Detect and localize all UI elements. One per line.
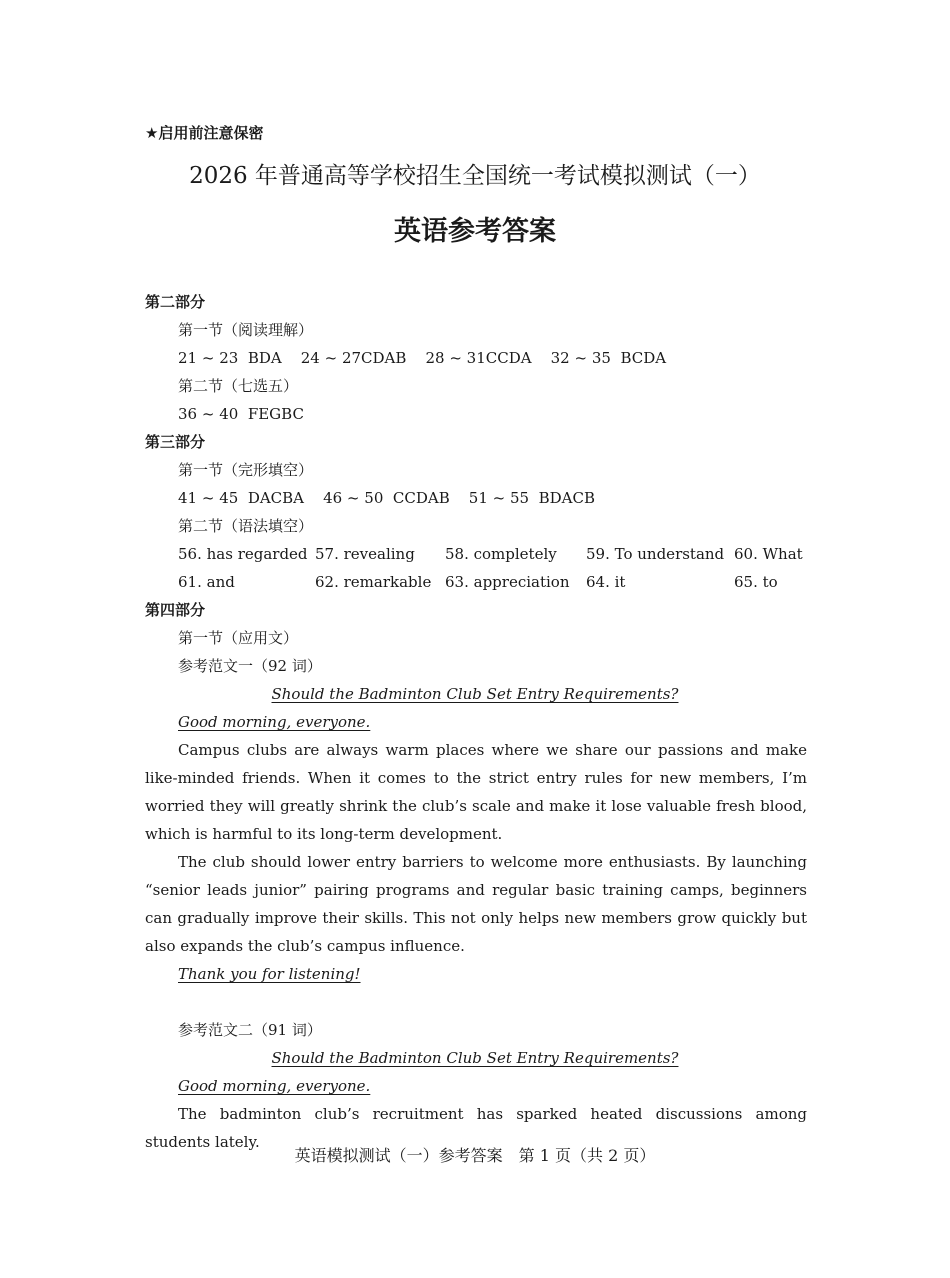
- sample1-label: 参考范文一（92 词）: [178, 657, 322, 675]
- grammar-answer: 59. To understand: [586, 545, 725, 563]
- grammar-answer: 61. and: [178, 573, 235, 591]
- sample2-greeting: Good morning, everyone.: [178, 1077, 371, 1095]
- sample1-greeting: Good morning, everyone.: [178, 713, 371, 731]
- sample1-closing: Thank you for listening!: [178, 965, 361, 983]
- grammar-answer: 56. has regarded: [178, 545, 308, 563]
- grammar-answer: 65. to: [734, 573, 778, 591]
- sample1-paragraph-1: Campus clubs are always warm places where we share our passions and make like-minded friends. When it comes to the strict entry rules for new members, I’m worried they will greatly shrink the club’s scale and make it lose valuable fresh blood, which is harmful to its long-term development.: [145, 741, 807, 843]
- part3-heading: 第三部分: [145, 433, 206, 451]
- part4-heading: 第四部分: [145, 601, 206, 619]
- grammar-answer: 57. revealing: [315, 545, 415, 563]
- grammar-answer: 58. completely: [445, 545, 557, 563]
- part3-section1-answers: 41 ~ 45 DACBA 46 ~ 50 CCDAB 51 ~ 55 BDACB: [178, 489, 595, 507]
- part2-section1-answers: 21 ~ 23 BDA 24 ~ 27CDAB 28 ~ 31CCDA 32 ~ 35 BCDA: [178, 349, 667, 367]
- part2-section2-answers: 36 ~ 40 FEGBC: [178, 405, 304, 423]
- page-footer: 英语模拟测试（一）参考答案 第 1 页（共 2 页）: [294, 1146, 656, 1165]
- exam-title: 2026 年普通高等学校招生全国统一考试模拟测试（一）: [189, 163, 761, 189]
- sample2-paragraph-1: The badminton club’s recruitment has sparked heated discussions among students lately.: [145, 1105, 807, 1151]
- grammar-answer: 63. appreciation: [445, 573, 570, 591]
- confidential-notice: ★启用前注意保密: [145, 124, 264, 142]
- part4-section1-title: 第一节（应用文）: [178, 629, 299, 647]
- grammar-answer: 62. remarkable: [315, 573, 432, 591]
- sample2-label: 参考范文二（91 词）: [178, 1021, 322, 1039]
- part2-section1-title: 第一节（阅读理解）: [178, 321, 314, 339]
- part2-heading: 第二部分: [145, 293, 206, 311]
- grammar-answer: 64. it: [586, 573, 626, 591]
- sample2-title: Should the Badminton Club Set Entry Requirements?: [271, 1049, 679, 1067]
- sample1-paragraph-2: The club should lower entry barriers to welcome more enthusiasts. By launching “senior leads junior” pairing programs and regular basic training camps, beginners can gradually improve their skills. This not only helps new members grow quickly but also expands the club’s campus influence.: [145, 853, 807, 955]
- part3-section1-title: 第一节（完形填空）: [178, 461, 314, 479]
- sample1-title: Should the Badminton Club Set Entry Requirements?: [271, 685, 679, 703]
- subject-title: 英语参考答案: [394, 216, 556, 247]
- grammar-answer: 60. What: [734, 545, 803, 563]
- part3-section2-title: 第二节（语法填空）: [178, 517, 314, 535]
- part2-section2-title: 第二节（七选五）: [178, 377, 299, 395]
